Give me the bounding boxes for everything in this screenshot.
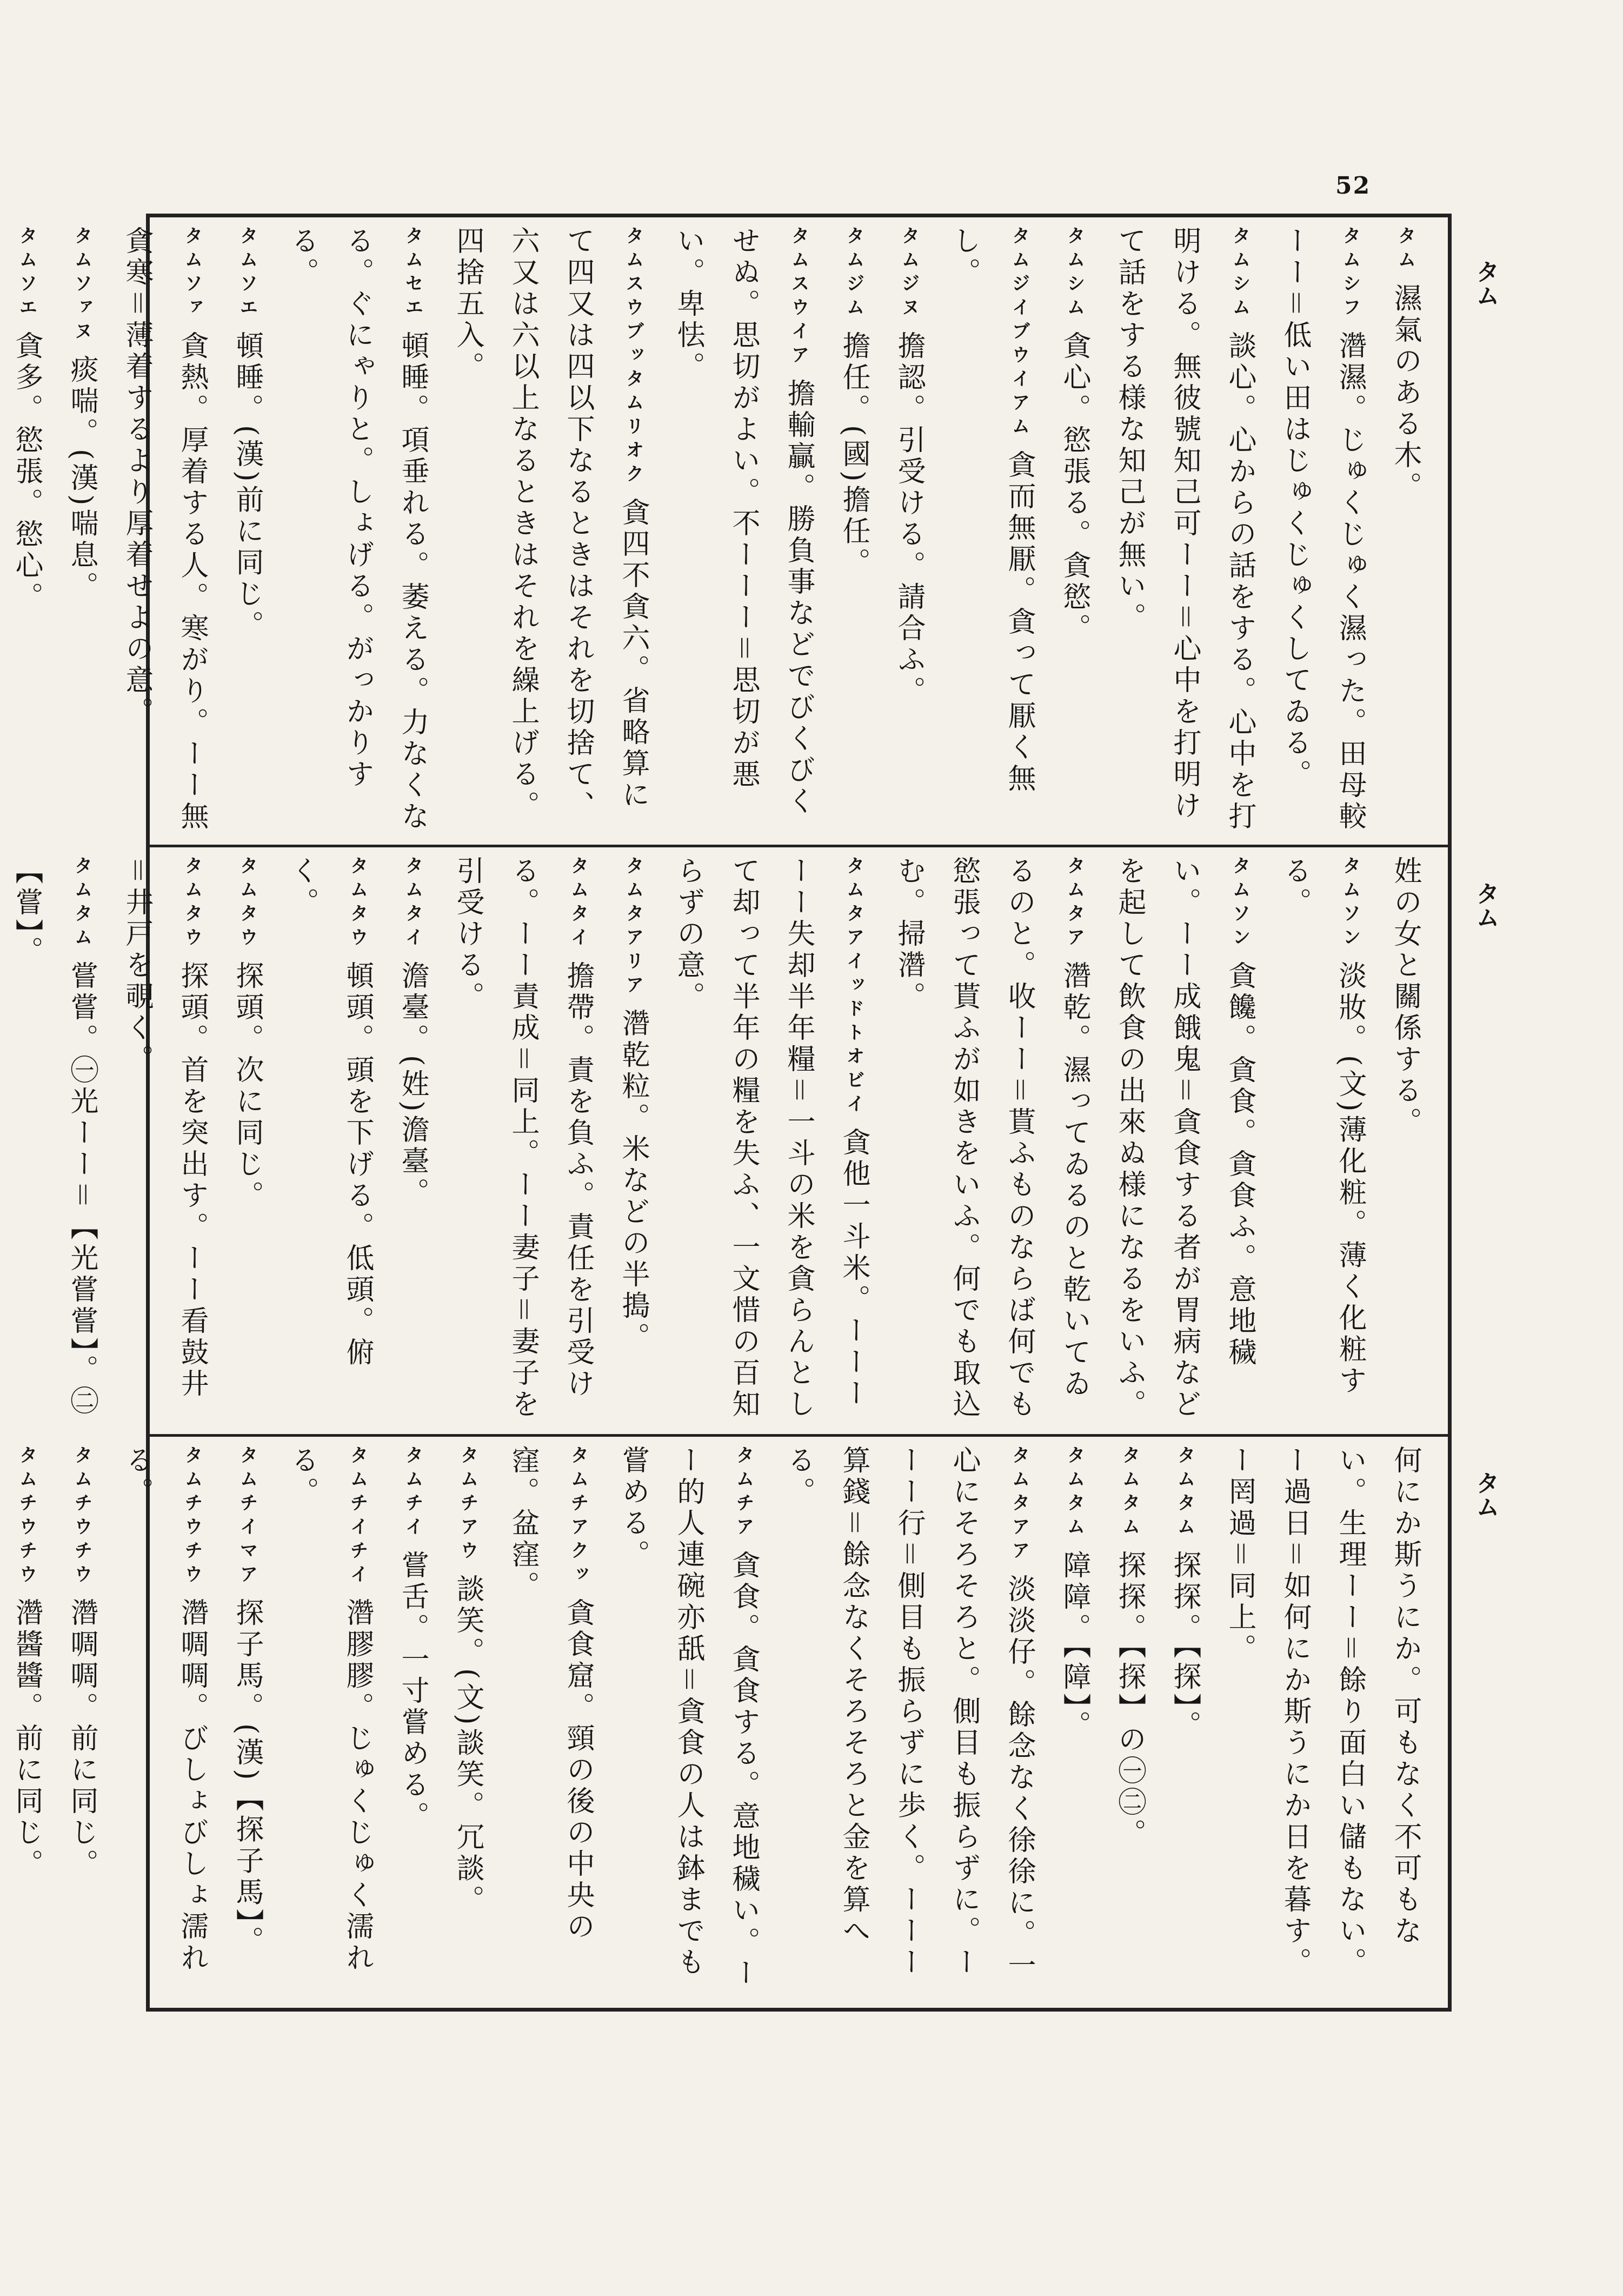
entry-definition: 濳膠膠。じゅくじゅく濡れる。 — [286, 1445, 374, 1974]
dictionary-entry — [936, 226, 1047, 836]
dictionary-entry — [385, 1445, 440, 1999]
entry-definition: 探子馬。(漢)【探子馬】。 — [231, 1598, 263, 1957]
entry-definition: 貪饞。貪食。貪食ふ。意地穢い。ーー成餓鬼＝貪食する者が胃病などを起して飲食の出來ぬ様になるをいふ。 — [1113, 856, 1256, 1421]
entry-headword: タムタム — [71, 856, 92, 951]
entry-headword: タムタイ — [567, 856, 589, 951]
entry-definition: 障障。【障】。 — [1058, 1550, 1090, 1742]
entry-definition: 何にか斯うにか。可もなく不可もない。生理ーー＝餘り面白い儲もない。ー過日＝如何にか斯うにか日を暮す。ー罔過＝同上。 — [1223, 1445, 1421, 1979]
entry-definition: 探探。【探】の㊀㊁。 — [1113, 1550, 1146, 1850]
dictionary-entry — [1267, 226, 1378, 836]
running-head-middle: タム — [1472, 881, 1499, 929]
entry-definition: 探探。【探】。 — [1168, 1550, 1201, 1742]
dictionary-entry — [275, 856, 385, 1425]
dictionary-entry — [219, 856, 275, 1425]
dictionary-entry — [1047, 1445, 1102, 1999]
entry-headword: タムタアリア — [622, 856, 644, 999]
dictionary-entry — [109, 1445, 219, 1999]
dictionary-entry — [1102, 226, 1267, 836]
entry-definition: 痰喘。(漢)喘息。 — [65, 355, 98, 603]
entry-headword: タムチイチイ — [347, 1445, 368, 1588]
dictionary-entry — [1267, 856, 1378, 1425]
tier-top — [10, 217, 1448, 845]
running-head-top: タム — [1472, 260, 1499, 307]
tier-bottom — [10, 1434, 1448, 2008]
dictionary-entry — [606, 856, 661, 1425]
entry-headword: タムチア — [733, 1445, 754, 1541]
entry-headword: タムチイマア — [236, 1445, 258, 1588]
entry-definition: 嘗嘗。㊀光ーー＝【光嘗嘗】。㊁【嘗】。 — [10, 856, 98, 1418]
entry-headword: タムソン — [1229, 856, 1250, 951]
dictionary-entry — [1102, 1445, 1157, 1999]
entry-definition: 貪而無厭。貪って厭く無し。 — [948, 226, 1035, 795]
dictionary-entry — [0, 856, 109, 1425]
entry-headword: タムシム — [1229, 226, 1250, 321]
tier-middle-columns — [10, 856, 1433, 1425]
dictionary-entry — [0, 1445, 54, 1999]
entry-definition: 姓の女と關係する。 — [1389, 856, 1421, 1138]
dictionary-entry — [109, 856, 219, 1425]
entry-definition: 頓睡。(漢)前に同じ。 — [231, 331, 263, 642]
entry-headword: タムタイ — [402, 856, 423, 951]
entry-definition: 貪四不貪六。省略算にて四又は四以下なるときはそれを切捨て、六又は六以上なるときはそれを繰上げる。四捨五入。 — [451, 226, 649, 822]
dictionary-entry — [1102, 856, 1267, 1425]
dictionary-entry — [881, 226, 936, 836]
entry-headword: タムチアクッ — [567, 1445, 589, 1588]
entry-headword: タム — [1394, 226, 1416, 274]
entry-headword: タムチアウ — [457, 1445, 478, 1564]
dictionary-entry — [771, 1445, 1047, 1999]
dictionary-entry — [440, 856, 606, 1425]
dictionary-entry — [661, 226, 826, 836]
entry-definition: 貪多。慾張。慾心。 — [10, 331, 43, 613]
entry-definition: 濳啁啁。前に同じ。 — [65, 1598, 98, 1880]
entry-headword: タムソエ — [236, 226, 258, 321]
entry-definition: 貪心。慾張る。貪慾。 — [1058, 331, 1090, 645]
entry-definition: 濕氣のある木。 — [1389, 283, 1421, 503]
dictionary-entry — [495, 1445, 606, 1999]
entry-headword: タムソエ — [16, 226, 37, 321]
entry-headword: タムソァ — [181, 226, 203, 321]
dictionary-entry — [1047, 226, 1102, 836]
entry-headword: タムソン — [1339, 856, 1361, 951]
entry-headword: タムタム — [1119, 1445, 1140, 1541]
entry-headword: タムジイブウイアム — [1008, 226, 1030, 440]
dictionary-frame — [10, 214, 1452, 2012]
dictionary-entry — [1378, 856, 1433, 1425]
entry-definition: 擔帶。責を負ふ。責任を引受ける。ーー責成＝同上。ーー妻子＝妻子を引受ける。 — [451, 856, 594, 1421]
entry-definition: 探頭。次に同じ。 — [231, 961, 263, 1212]
entry-headword: タムタアイッドトオビイ — [843, 856, 864, 1118]
entry-headword: タムスウイア — [788, 226, 809, 369]
entry-definition: 談心。心からの話をする。心中を打明ける。無彼號知己可ーー＝心中を打明けて話をする様な知己が無い。 — [1113, 226, 1256, 833]
dictionary-entry — [54, 1445, 109, 1999]
entry-headword: タムタウ — [236, 856, 258, 951]
entry-definition: 淡淡仔。餘念なく徐徐に。一心にそろそろと。側目も振らずに。ーーー行＝側目も振らずに歩く。ーーー算錢＝餘念なくそろそろと金を算へる。 — [782, 1445, 1035, 1982]
dictionary-entry — [1212, 1445, 1433, 1999]
dictionary-entry — [385, 856, 440, 1425]
entry-headword: タムタア — [1063, 856, 1085, 951]
entry-definition: 貪熱。厚着する人。寒がり。ーー無貪寒＝薄着するより厚着せよの意。 — [121, 226, 208, 833]
entry-headword: タムソァヌ — [71, 226, 92, 345]
dictionary-entry — [1157, 1445, 1212, 1999]
entry-definition: 貪食窟。頸の後の中央の窪。盆窪。 — [507, 1445, 594, 1943]
dictionary-entry — [606, 1445, 771, 1999]
entry-headword: タムジム — [843, 226, 864, 321]
tier-bottom-columns — [10, 1445, 1433, 1999]
entry-definition: 貪食。貪食する。意地穢い。ーー的人連碗亦舐＝貪食の人は鉢までも嘗める。 — [617, 1445, 760, 1989]
dictionary-entry — [826, 226, 881, 836]
entry-headword: タムチウチウ — [181, 1445, 203, 1588]
dictionary-entry — [109, 226, 219, 836]
entry-headword: タムジヌ — [898, 226, 920, 321]
entry-definition: 濳乾粒。米などの半搗。 — [617, 1008, 649, 1353]
dictionary-entry — [440, 1445, 495, 1999]
entry-headword: タムタウ — [347, 856, 368, 951]
dictionary-entry — [275, 226, 440, 836]
dictionary-entry — [1378, 226, 1433, 836]
dictionary-entry — [881, 856, 1102, 1425]
entry-definition: 澹臺。(姓)澹臺。 — [396, 961, 429, 1209]
entry-headword: タムチウチウ — [16, 1445, 37, 1588]
entry-definition: 濳濕。じゅくじゅく濕った。田母較ーー＝低い田はじゅくじゅくしてゐる。 — [1279, 226, 1366, 833]
entry-definition: 淡妝。(文)薄化粧。薄く化粧する。 — [1279, 856, 1366, 1397]
tier-top-columns — [10, 226, 1433, 836]
entry-definition: 擔認。引受ける。請合ふ。 — [893, 331, 925, 707]
entry-definition: 頓頭。頭を下げる。低頭。俯く。 — [286, 856, 374, 1369]
entry-definition: 擔輸贏。勝負事などでびくびくせぬ。思切がよい。不ーーー＝思切が悪い。卑怯。 — [672, 226, 815, 818]
entry-definition: 探頭。首を突出す。ーー看鼓井＝井戸を覗く。 — [121, 856, 208, 1400]
entry-definition: 頓睡。項垂れる。萎える。力なくなる。ぐにゃりと。しょげる。がっかりする。 — [286, 226, 429, 833]
entry-definition: 貪他一斗米。ーーーーー失却半年糧＝一斗の米を貪らんとして却って半年の糧を失ふ、一文惜の百知らずの意。 — [672, 856, 870, 1421]
dictionary-entry — [54, 226, 109, 836]
page-number: 52 — [1335, 172, 1371, 200]
entry-headword: タムタウ — [181, 856, 203, 951]
tier-middle — [10, 845, 1448, 1434]
entry-definition: 濳乾。濕ってゐるのと乾いてゐるのと。收ーー＝貰ふものならば何でも慾張って貰ふが如きをいふ。何でも取込む。掃濳。 — [893, 856, 1090, 1421]
entry-headword: タムスウブッタムリオク — [622, 226, 644, 488]
dictionary-entry — [219, 1445, 275, 1999]
dictionary-entry — [0, 226, 54, 836]
entry-definition: 濳啁啁。びしょびしょ濡れる。 — [121, 1445, 208, 1974]
running-head-bottom: タム — [1472, 1471, 1499, 1518]
dictionary-entry — [440, 226, 661, 836]
entry-headword: タムセエ — [402, 226, 423, 321]
entry-headword: タムタム — [1174, 1445, 1195, 1541]
entry-headword: タムタム — [1063, 1445, 1085, 1541]
entry-definition: 嘗舌。一寸嘗める。 — [396, 1550, 429, 1833]
entry-headword: タムタアア — [1008, 1445, 1030, 1564]
entry-headword: タムシム — [1063, 226, 1085, 321]
dictionary-entry — [275, 1445, 385, 1999]
entry-definition: 濳醬醬。前に同じ。 — [10, 1598, 43, 1880]
entry-headword: タムシフ — [1339, 226, 1361, 321]
entry-definition: 擔任。(國)擔任。 — [837, 331, 870, 579]
dictionary-entry — [661, 856, 881, 1425]
entry-headword: タムチイ — [402, 1445, 423, 1541]
entry-headword: タムチウチウ — [71, 1445, 92, 1588]
dictionary-entry — [219, 226, 275, 836]
entry-definition: 談笑。(文)談笑。冗談。 — [451, 1574, 484, 1916]
